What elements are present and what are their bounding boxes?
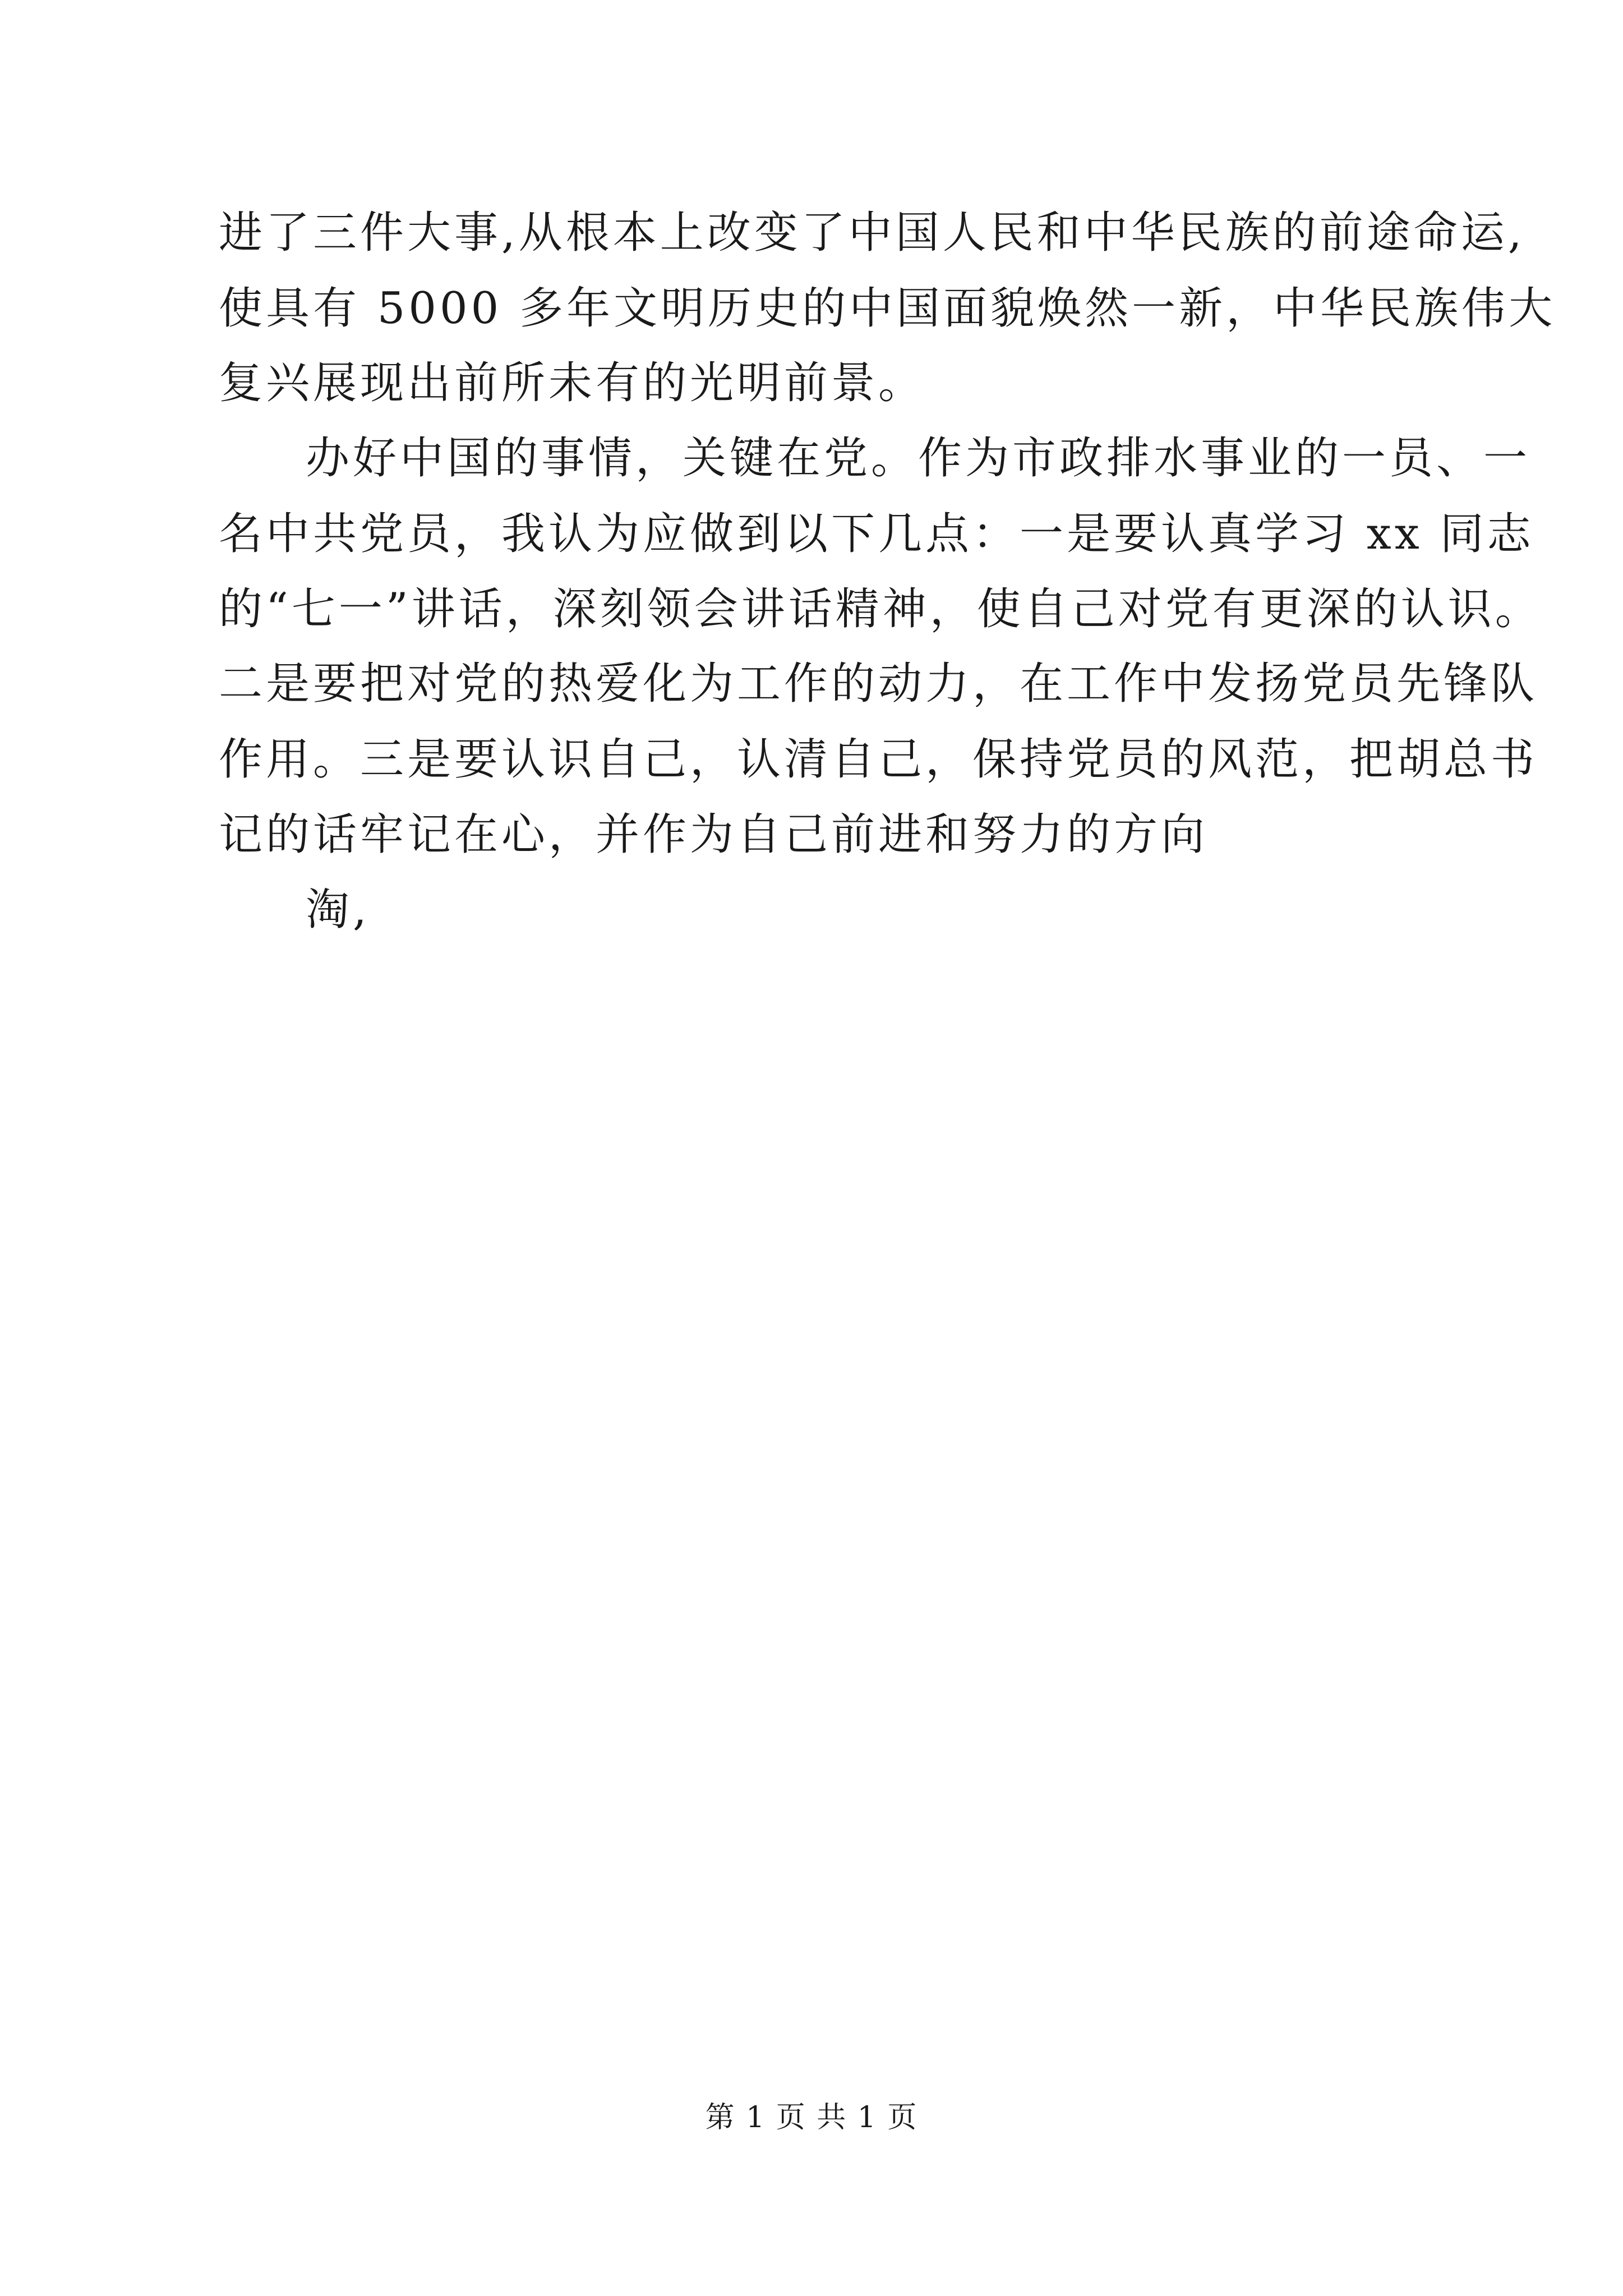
page-number-footer: 第 1 页 共 1 页 <box>705 2101 918 2134</box>
paragraph1-line3: 复兴展现出前所未有的光明前景。 <box>219 358 926 408</box>
paragraph2-line4: 二是要把对党的热爱化为工作的动力，在工作中发扬党员先锋队 <box>219 659 1538 709</box>
paragraph1-line1: 进了三件大事,从根本上改变了中国人民和中华民族的前途命运, <box>219 208 1525 258</box>
paragraph2-line2: 名中共党员，我认为应做到以下几点：一是要认真学习 xx 同志 <box>219 509 1534 559</box>
paragraph3-line1: 淘, <box>306 885 370 935</box>
paragraph2-line3: 的“七一”讲话，深刻领会讲话精神，使自己对党有更深的认识。 <box>219 584 1542 634</box>
paragraph2-line6: 记的话牢记在心，并作为自己前进和努力的方向 <box>219 809 1209 860</box>
paragraph2-line1: 办好中国的事情，关键在党。作为市政排水事业的一员、一 <box>306 433 1531 484</box>
paragraph1-line2: 使具有 5000 多年文明历史的中国面貌焕然一新，中华民族伟大 <box>219 283 1556 334</box>
paragraph2-line5: 作用。三是要认识自己，认清自己，保持党员的风范，把胡总书 <box>219 734 1538 785</box>
